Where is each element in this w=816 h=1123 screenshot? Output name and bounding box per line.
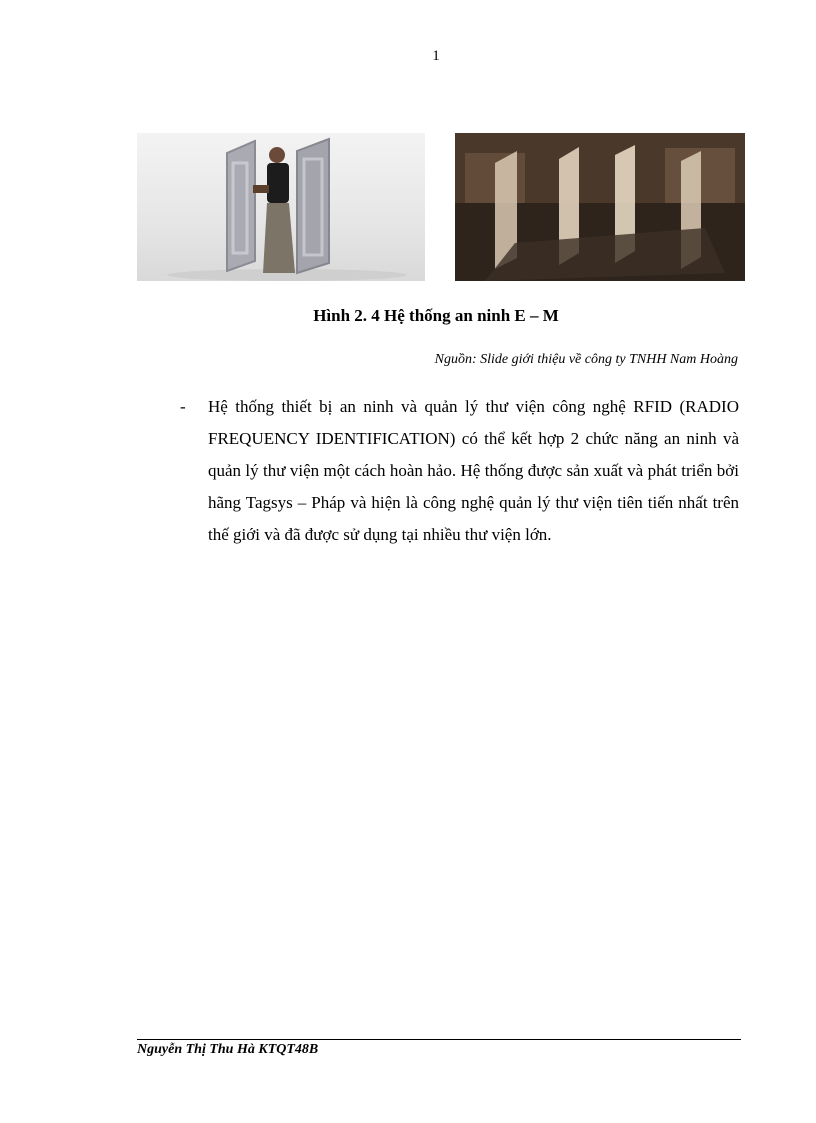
footer-divider (137, 1039, 741, 1040)
page-number: 1 (432, 48, 440, 64)
figure-caption: Hình 2. 4 Hệ thống an ninh E – M (313, 306, 559, 325)
footer-author: Nguyễn Thị Thu Hà KTQT48B (137, 1042, 319, 1057)
photo-security-gates-store-icon (455, 133, 745, 281)
figure-source: Nguồn: Slide giới thiệu về công ty TNHH Nam Hoàng (434, 352, 738, 367)
photo-security-gate-person-icon (137, 133, 425, 281)
bullet-paragraph (180, 391, 739, 551)
figure (137, 133, 745, 281)
bullet-text: Hệ thống thiết bị an ninh và quản lý thư viện công nghệ RFID (RADIO FREQUENCY IDENTIFICATION) có thể kết hợp 2 chức năng an ninh và quản lý thư viện một cách hoàn hảo. Hệ thống được sản xuất và phát triển bởi hãng Tagsys – Pháp và hiện là công nghệ quản lý thư viện tiên tiến nhất trên thế giới và đã được sử dụng tại nhiều thư viện lớn. (208, 397, 739, 544)
bullet-marker: - (180, 397, 186, 416)
